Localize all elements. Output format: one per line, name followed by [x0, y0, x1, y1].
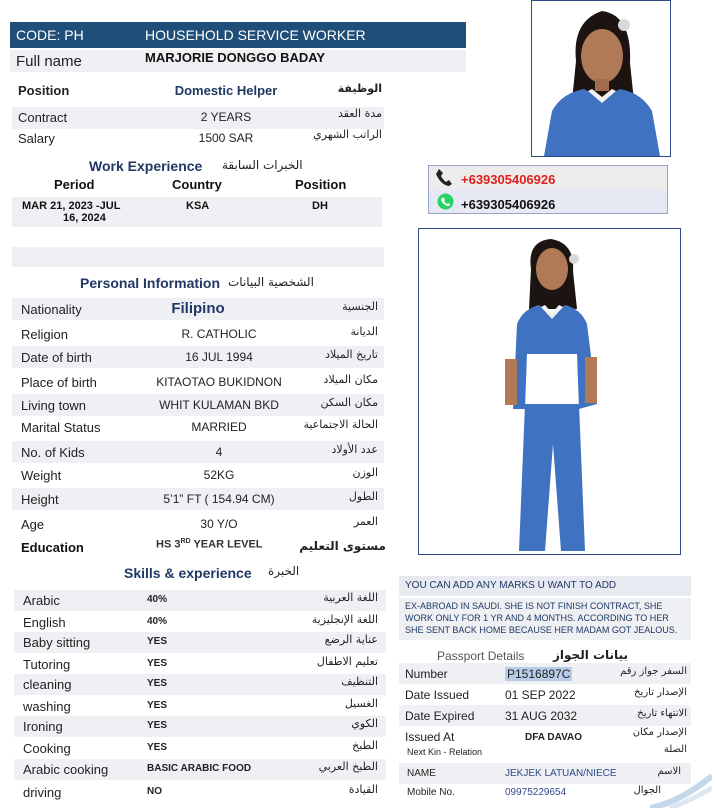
personal-ar: الطول	[348, 490, 378, 503]
position-exp-value: DH	[312, 200, 328, 212]
personal-ar: الحالة الاجتماعية	[303, 418, 378, 431]
education-value: HS 3RD YEAR LEVEL	[156, 538, 263, 551]
personal-ar: العمر	[353, 515, 378, 528]
personal-label: Nationality	[21, 302, 82, 317]
skill-ar: الغسيل	[344, 697, 378, 710]
skill-row	[14, 674, 386, 695]
personal-ar: مكان الميلاد	[323, 373, 378, 386]
header-bar	[10, 22, 466, 48]
country-value: KSA	[186, 200, 210, 212]
full-name-label: Full name	[16, 53, 82, 70]
skill-label: Baby sitting	[23, 635, 91, 650]
contract-ar: مدة العقد	[338, 107, 382, 120]
personal-ar: الديانة	[350, 325, 378, 338]
skill-row	[14, 612, 386, 633]
remarks-box	[399, 598, 691, 640]
personal-row	[12, 346, 384, 368]
contract-label: Contract	[18, 110, 68, 125]
kin-name-value: JEKJEK LATUAN/NIECE	[505, 768, 617, 779]
skill-label: Tutoring	[23, 657, 71, 672]
job-row-contract	[12, 107, 384, 129]
corner-decoration-icon	[650, 772, 712, 808]
skill-row	[14, 782, 386, 803]
skill-value: YES	[147, 700, 168, 711]
personal-row	[12, 416, 384, 438]
skill-label: washing	[23, 699, 71, 714]
kin-mobile-ar: الجوال	[633, 785, 661, 796]
skill-value: NO	[147, 786, 162, 797]
education-ar: مستوى التعليم	[299, 539, 386, 553]
skill-ar: الكوي	[351, 717, 378, 730]
personal-ar: مكان السكن	[320, 396, 378, 409]
person-headshot-image	[532, 1, 670, 156]
education-row	[12, 536, 392, 558]
kin-mobile-value: 09975229654	[505, 787, 567, 798]
contract-value: 2 YEARS	[200, 110, 252, 124]
skill-row	[14, 696, 386, 717]
personal-row	[12, 441, 384, 463]
whatsapp-row	[429, 191, 667, 214]
phone-row	[429, 166, 667, 190]
skill-row	[14, 590, 386, 611]
personal-value: MARRIED	[191, 420, 247, 434]
skill-value: YES	[147, 636, 168, 647]
passport-row	[399, 663, 691, 684]
position-header: Position	[295, 177, 347, 192]
skill-label: Ironing	[23, 719, 63, 734]
personal-row	[12, 394, 384, 416]
skill-ar: الطبخ العربي	[318, 760, 378, 773]
skill-label: Arabic cooking	[23, 762, 109, 777]
skill-ar: القيادة	[348, 783, 378, 796]
country-header: Country	[172, 177, 222, 192]
passport-value: 01 SEP 2022	[505, 688, 576, 702]
document-title: HOUSEHOLD SERVICE WORKER	[145, 27, 366, 43]
job-row-salary	[12, 128, 384, 150]
skill-value: YES	[147, 678, 168, 689]
kin-mobile-label: Mobile No.	[407, 787, 455, 798]
personal-info-title: Personal Information	[80, 275, 221, 291]
blank-band	[12, 247, 384, 267]
personal-row	[12, 513, 384, 535]
passport-ar: الإصدار تاريخ	[634, 687, 687, 698]
skill-row	[14, 759, 386, 780]
skill-label: Arabic	[23, 593, 60, 608]
personal-ar: تاريخ الميلاد	[325, 348, 378, 361]
passport-label: Date Expired	[405, 709, 475, 723]
next-kin-ar: الصلة	[663, 744, 687, 755]
skill-label: cleaning	[23, 677, 72, 692]
kin-name-row	[399, 763, 691, 784]
passport-label: Date Issued	[405, 688, 470, 702]
personal-row	[12, 464, 384, 486]
skill-row	[14, 738, 386, 759]
skill-label: English	[23, 615, 66, 630]
personal-row	[12, 323, 384, 345]
skill-value: YES	[147, 742, 168, 753]
position-label: Position	[18, 83, 70, 98]
skill-ar: اللغة الإنجليزية	[311, 613, 378, 626]
personal-ar: الجنسية	[342, 300, 378, 313]
personal-row	[12, 488, 384, 510]
period-line1: MAR 21, 2023 -JUL	[22, 200, 121, 212]
profile-photo-small	[531, 0, 671, 157]
period-line2: 16, 2024	[63, 212, 106, 224]
skill-row	[14, 654, 386, 675]
phone-number[interactable]: +639305406926	[461, 172, 556, 187]
salary-ar: الراتب الشهري	[313, 128, 382, 141]
personal-value: 52KG	[203, 468, 235, 482]
skill-label: driving	[23, 785, 62, 800]
personal-value: R. CATHOLIC	[181, 327, 257, 341]
period-header: Period	[54, 177, 95, 192]
work-experience-row	[12, 197, 382, 227]
salary-label: Salary	[18, 131, 55, 146]
passport-title: Passport Details	[437, 649, 525, 663]
personal-label: Height	[21, 492, 59, 507]
kin-mobile-row	[399, 782, 691, 803]
skill-ar: عناية الرضع	[324, 633, 378, 646]
skill-value: BASIC ARABIC FOOD	[147, 763, 252, 774]
personal-value: Filipino	[171, 300, 225, 317]
skill-value: 40%	[147, 616, 168, 627]
remarks-text: EX-ABROAD IN SAUDI. SHE IS NOT FINISH CONTRACT, SHE WORK ONLY FOR 1 YR AND 4 MONTHS. ACCORDING TO HER SHE SENT BACK HOME BECAUSE HER MADAM GOT JEALOUS.	[405, 601, 678, 635]
passport-value: 31 AUG 2032	[505, 709, 578, 723]
passport-row	[399, 705, 691, 726]
personal-row	[12, 298, 384, 320]
profile-photo-full	[418, 228, 681, 555]
skill-ar: الطبخ	[352, 739, 378, 752]
worker-code: CODE: PH	[16, 27, 84, 43]
passport-label: Number	[405, 667, 448, 681]
contact-box	[428, 165, 668, 214]
personal-value: 4	[215, 445, 223, 459]
education-label: Education	[21, 540, 84, 555]
personal-label: Place of birth	[21, 375, 97, 390]
personal-label: Marital Status	[21, 420, 101, 435]
skills-title-ar: الخبرة	[268, 564, 300, 578]
passport-number: P1516897C	[507, 667, 571, 681]
next-kin-row	[399, 743, 691, 761]
passport-row	[399, 684, 691, 705]
passport-value: DFA DAVAO	[525, 732, 583, 743]
personal-value: KITAOTAO BUKIDNON	[156, 375, 282, 389]
passport-title-ar: بيانات الجواز	[553, 648, 628, 662]
skill-row	[14, 632, 386, 653]
personal-value: 30 Y/O	[200, 517, 238, 531]
whatsapp-icon	[437, 193, 454, 210]
passport-ar: السفر جواز رقم	[620, 666, 687, 677]
personal-value: 16 JUL 1994	[185, 350, 253, 364]
skill-value: YES	[147, 720, 168, 731]
skill-ar: التنظيف	[341, 675, 378, 688]
remarks-title: YOU CAN ADD ANY MARKS U WANT TO ADD	[405, 580, 617, 591]
personal-label: No. of Kids	[21, 445, 85, 460]
whatsapp-number[interactable]: +639305406926	[461, 197, 556, 212]
full-name-row	[10, 50, 466, 72]
personal-label: Living town	[21, 398, 87, 413]
personal-label: Religion	[21, 327, 68, 342]
kin-name-label: NAME	[407, 768, 436, 779]
position-value: Domestic Helper	[174, 83, 278, 98]
personal-label: Age	[21, 517, 45, 532]
personal-value: 5’1” FT ( 154.94 CM)	[163, 492, 275, 506]
work-experience-title: Work Experience	[89, 158, 203, 174]
personal-ar: الوزن	[352, 466, 378, 479]
phone-icon	[435, 168, 453, 187]
personal-ar: عدد الأولاد	[331, 443, 378, 456]
person-full-body-image	[419, 229, 680, 554]
skill-ar: اللغة العربية	[323, 591, 378, 604]
next-kin-label: Next Kin - Relation	[407, 747, 483, 757]
skill-ar: تعليم الاطفال	[316, 655, 378, 668]
passport-label: Issued At	[405, 730, 455, 744]
personal-label: Date of birth	[21, 350, 92, 365]
skill-value: 40%	[147, 594, 168, 605]
skill-value: YES	[147, 658, 168, 669]
skills-title: Skills & experience	[124, 565, 252, 581]
personal-row	[12, 371, 384, 393]
remarks-header	[399, 576, 691, 596]
skill-label: Cooking	[23, 741, 71, 756]
passport-ar: الانتهاء تاريخ	[637, 708, 687, 719]
salary-value: 1500 SAR	[198, 131, 254, 145]
passport-ar: الإصدار مكان	[632, 727, 687, 738]
job-row-position	[12, 80, 384, 102]
personal-label: Weight	[21, 468, 62, 483]
position-ar: الوظيفة	[337, 82, 382, 95]
work-experience-title-ar: الخبرات السابقة	[222, 158, 303, 172]
personal-info-title-ar: الشخصية البيانات	[228, 275, 314, 289]
skill-row	[14, 716, 386, 737]
kin-name-ar: الاسم	[657, 766, 681, 777]
personal-value: WHIT KULAMAN BKD	[159, 398, 279, 412]
full-name-value: MARJORIE DONGGO BADAY	[145, 50, 326, 65]
